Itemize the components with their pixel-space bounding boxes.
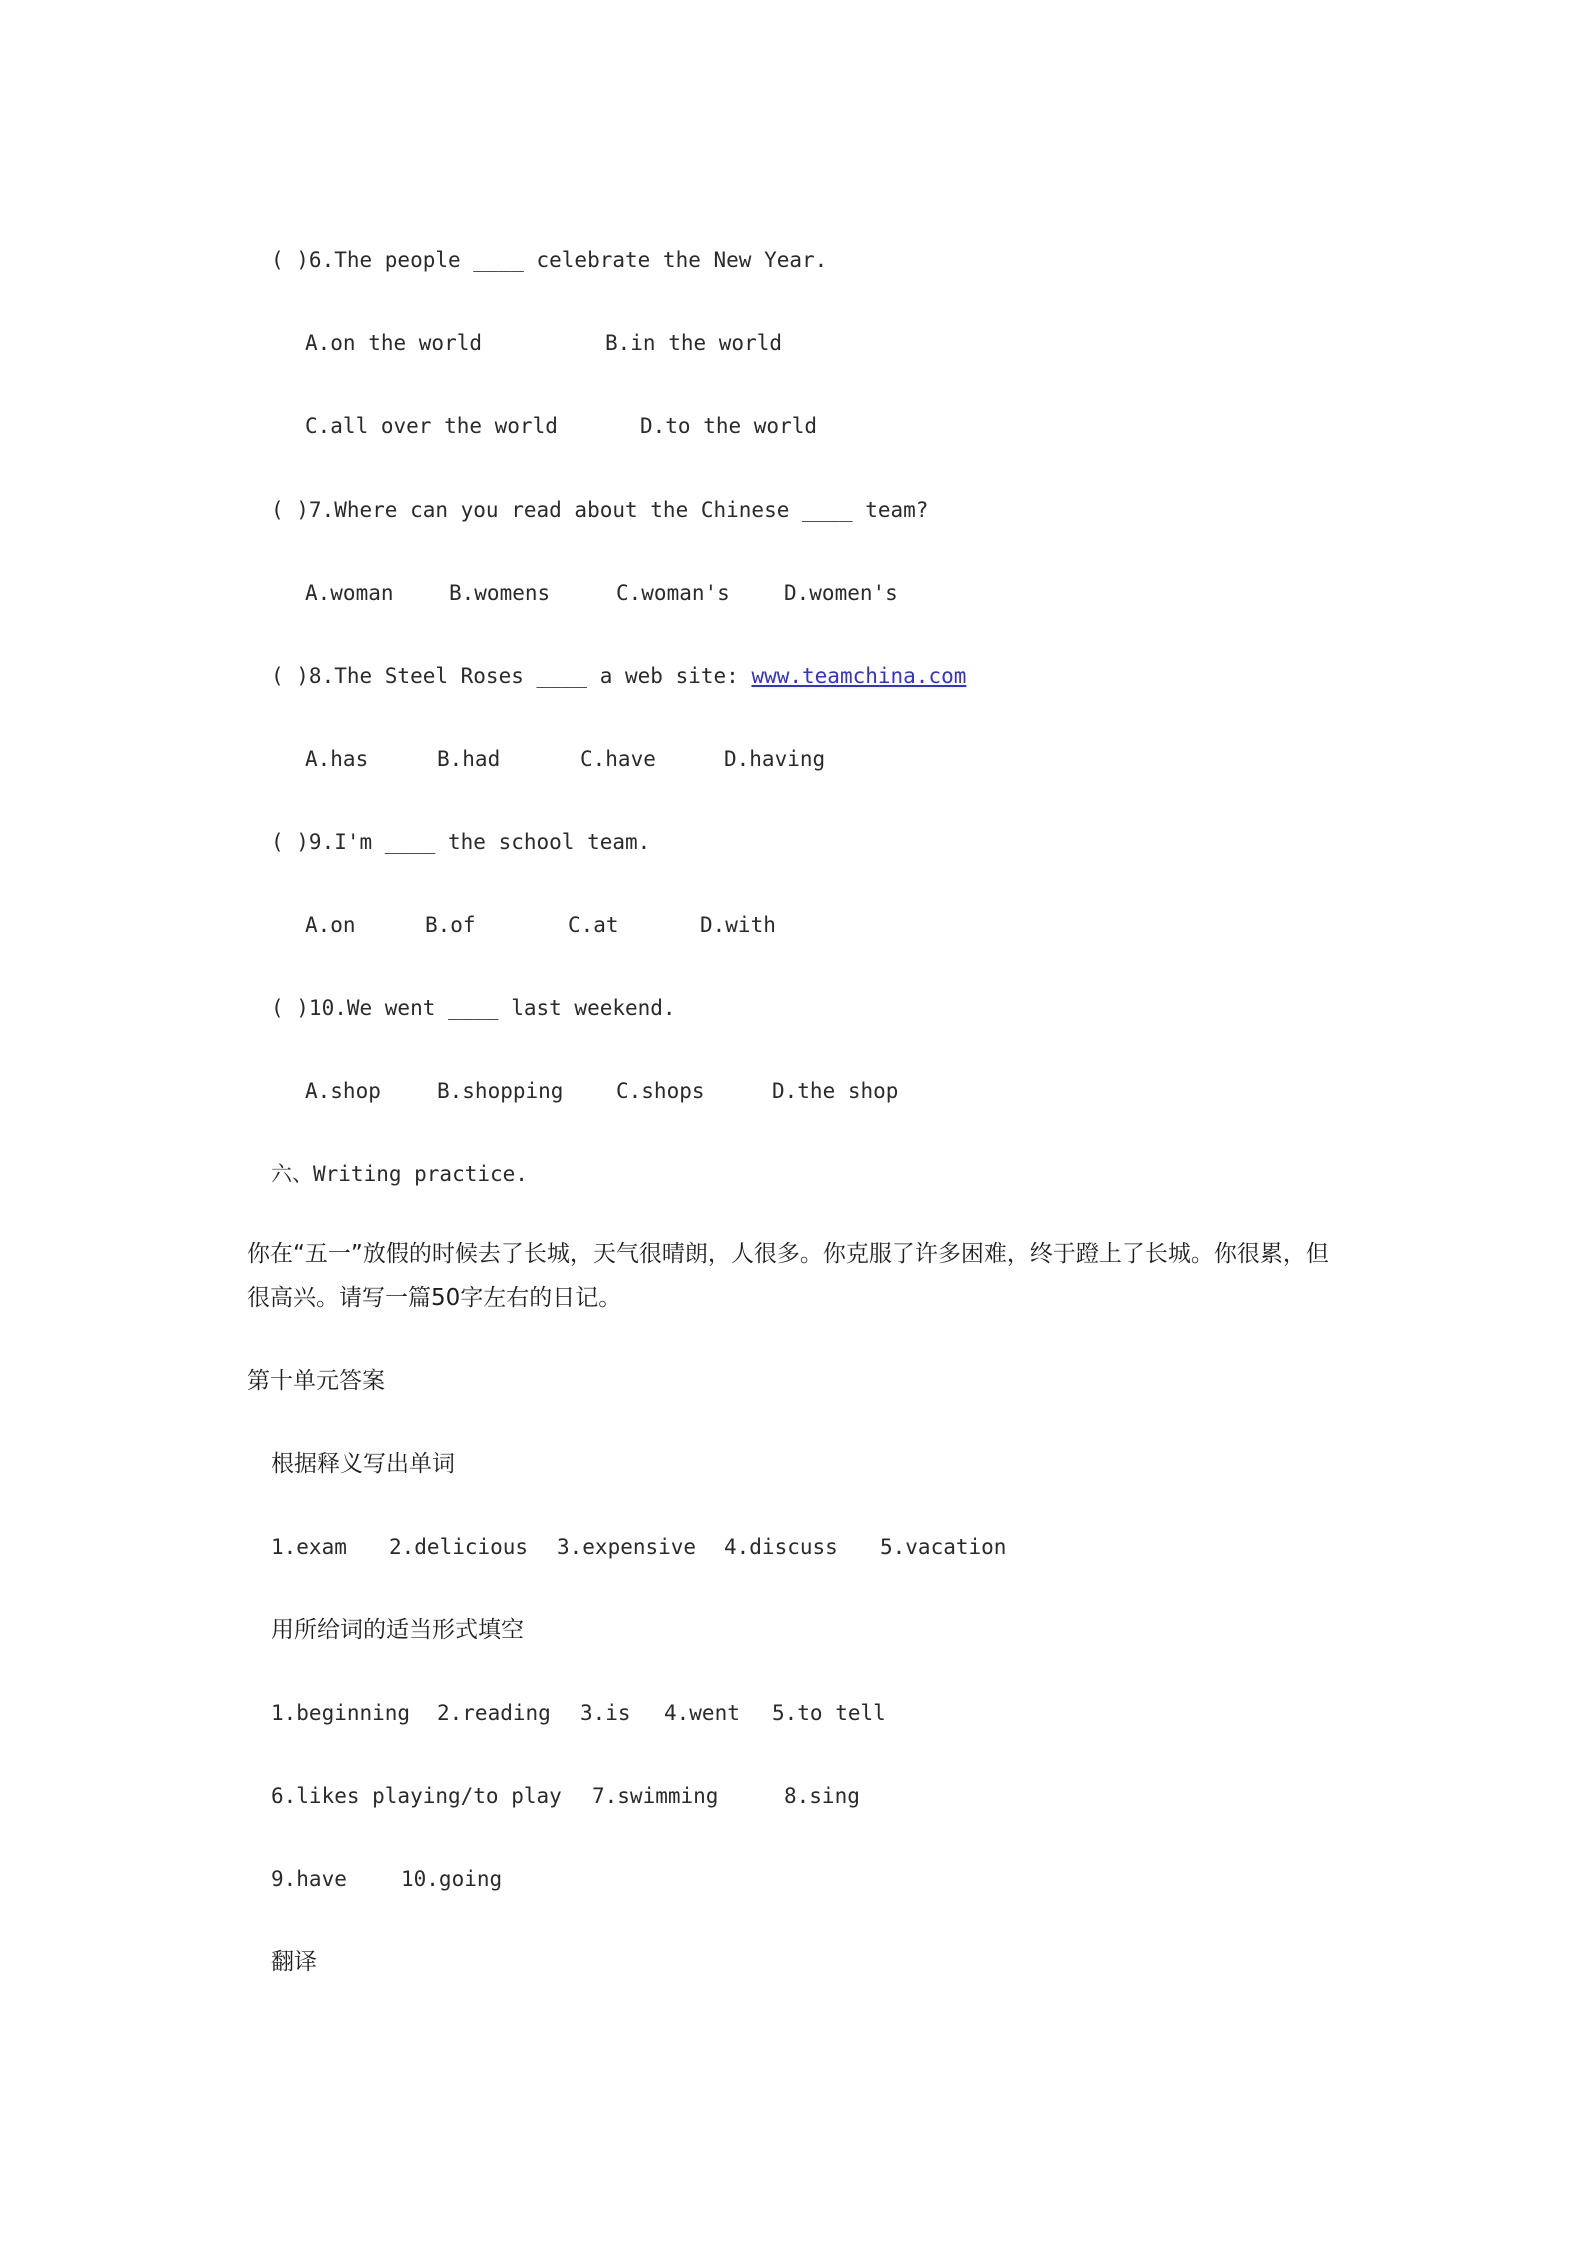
question-6-option-d: D.to the world <box>640 414 818 438</box>
question-9-option-c: C.at <box>568 913 619 937</box>
section2-item: 8.sing <box>784 1784 860 1808</box>
section2-item: 4.went <box>664 1701 740 1725</box>
section2-item: 6.likes playing/to play <box>271 1784 562 1808</box>
question-9-stem: ( )9.I'm ____ the school team. <box>271 830 651 854</box>
section1-item: 2.delicious <box>389 1535 529 1559</box>
section2-item: 10.going <box>401 1867 503 1891</box>
question-7-option-d: D.women's <box>784 581 898 605</box>
question-8-stem <box>271 662 966 690</box>
section2-title: 用所给词的适当形式填空 <box>271 1617 524 1643</box>
question-6-stem: ( )6.The people ____ celebrate the New Year. <box>271 248 828 272</box>
question-8-option-c: C.have <box>580 747 656 771</box>
section2-item: 9.have <box>271 1867 347 1891</box>
section1-title: 根据释义写出单词 <box>271 1451 455 1477</box>
question-10-option-d: D.the shop <box>772 1079 899 1103</box>
writing-prompt: 你在“五一”放假的时候去了长城，天气很晴朗，人很多。你克服了许多困难，终于蹬上了长城。你很累，但很高兴。请写一篇50字左右的日记。 <box>247 1241 1329 1311</box>
question-7-option-a: A.woman <box>305 581 394 605</box>
question-8-stem-text: ( )8.The Steel Roses ____ a web site: <box>271 664 752 688</box>
question-8-option-a: A.has <box>305 747 369 771</box>
question-7-stem: ( )7.Where can you read about the Chinese ____ team? <box>271 498 929 522</box>
section3-title: 翻译 <box>271 1949 317 1975</box>
section2-item: 3.is <box>580 1701 631 1725</box>
question-8-option-d: D.having <box>724 747 826 771</box>
question-7-option-b: B.womens <box>449 581 551 605</box>
question-9-option-a: A.on <box>305 913 356 937</box>
writing-heading: 六、Writing practice. <box>271 1162 528 1186</box>
section1-item: 5.vacation <box>880 1535 1007 1559</box>
teamchina-link[interactable]: www.teamchina.com <box>751 664 967 688</box>
question-6-option-a: A.on the world <box>305 331 483 355</box>
section1-item: 1.exam <box>271 1535 347 1559</box>
section1-item: 3.expensive <box>557 1535 697 1559</box>
answers-title: 第十单元答案 <box>247 1368 385 1394</box>
question-10-option-c: C.shops <box>616 1079 705 1103</box>
section2-item: 7.swimming <box>592 1784 719 1808</box>
question-7-option-c: C.woman's <box>616 581 730 605</box>
section1-item: 4.discuss <box>724 1535 838 1559</box>
question-9-option-d: D.with <box>700 913 776 937</box>
question-10-option-b: B.shopping <box>437 1079 564 1103</box>
question-6-option-b: B.in the world <box>605 331 783 355</box>
question-9-option-b: B.of <box>425 913 476 937</box>
question-10-option-a: A.shop <box>305 1079 381 1103</box>
question-8-option-b: B.had <box>437 747 501 771</box>
section2-item: 1.beginning <box>271 1701 411 1725</box>
section2-item: 2.reading <box>437 1701 551 1725</box>
question-6-option-c: C.all over the world <box>305 414 558 438</box>
question-10-stem: ( )10.We went ____ last weekend. <box>271 996 676 1020</box>
section2-item: 5.to tell <box>772 1701 886 1725</box>
